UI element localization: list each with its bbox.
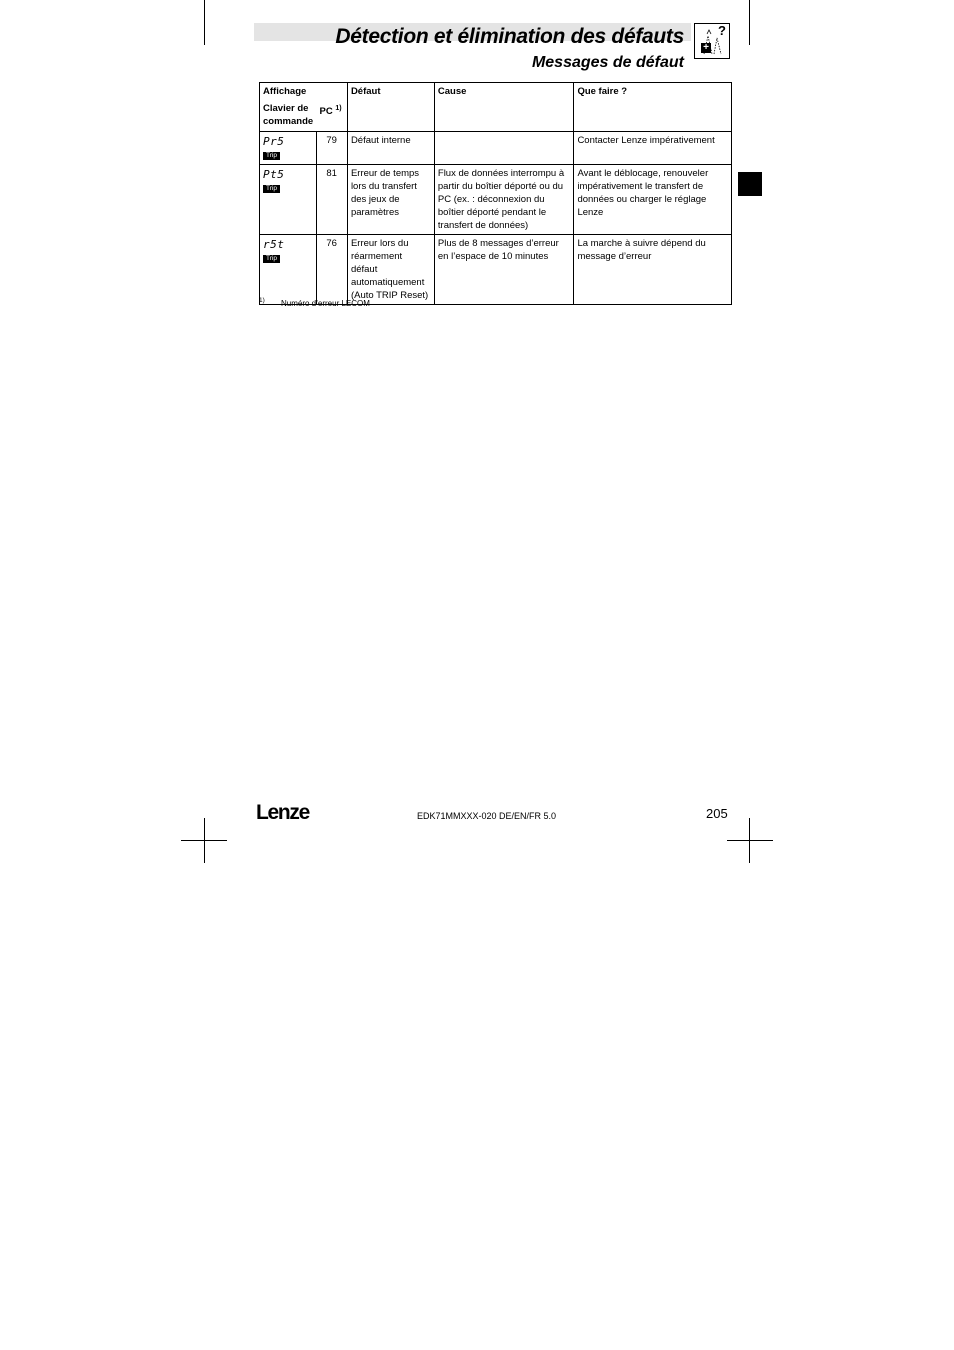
page-number: 205 bbox=[706, 806, 728, 821]
plus-icon: + bbox=[701, 43, 711, 53]
action-cell: Contacter Lenze impérativement bbox=[574, 132, 732, 165]
display-cell bbox=[260, 235, 317, 305]
action-cell: Avant le déblocage, renouveler impérativement le transfert de données ou charger le réglage Lenze bbox=[574, 165, 732, 235]
header-display: Affichage bbox=[260, 83, 348, 99]
footnote-mark: 1) bbox=[259, 297, 265, 304]
pc-number: 76 bbox=[316, 235, 347, 305]
table-row bbox=[260, 132, 732, 165]
header-keypad: Clavier de commande bbox=[260, 98, 317, 132]
header-action: Que faire ? bbox=[574, 83, 732, 132]
pc-number: 81 bbox=[316, 165, 347, 235]
lenze-logo: Lenze bbox=[256, 801, 310, 824]
page-title: Détection et élimination des défauts bbox=[335, 25, 684, 48]
fault-messages-table bbox=[259, 82, 732, 305]
pc-number: 79 bbox=[316, 132, 347, 165]
fault-cell: Erreur lors du réarmement défaut automatiquement (Auto TRIP Reset) bbox=[347, 235, 434, 305]
fault-code: r5t bbox=[263, 238, 285, 251]
display-cell bbox=[260, 165, 317, 235]
fault-code: Pt5 bbox=[263, 168, 285, 181]
header-cause: Cause bbox=[434, 83, 574, 132]
table-row bbox=[260, 165, 732, 235]
crop-mark bbox=[749, 0, 750, 45]
crop-mark bbox=[727, 840, 773, 841]
crop-mark bbox=[204, 0, 205, 45]
question-mark-icon: ? bbox=[718, 23, 726, 38]
trip-badge: Trip bbox=[263, 152, 280, 160]
trip-badge: Trip bbox=[263, 185, 280, 193]
fault-cell: Erreur de temps lors du transfert des jeux de paramètres bbox=[347, 165, 434, 235]
document-id: EDK71MMXXX-020 DE/EN/FR 5.0 bbox=[417, 811, 557, 821]
fault-cell: Défaut interne bbox=[347, 132, 434, 165]
trip-badge: Trip bbox=[263, 255, 280, 263]
header-pc: PC $^{1)}$ bbox=[316, 98, 347, 132]
chapter-tab-marker bbox=[738, 172, 762, 196]
footnote-text: Numéro d’erreur LECOM bbox=[281, 299, 370, 308]
cause-cell: Plus de 8 messages d’erreur en l’espace de 10 minutes bbox=[434, 235, 574, 305]
header-fault: Défaut bbox=[347, 83, 434, 132]
page-subtitle: Messages de défaut bbox=[531, 54, 684, 71]
footnote-ref: 1) bbox=[335, 105, 342, 112]
cause-cell: Flux de données interrompu à partir du boîtier déporté ou du PC (ex. : déconnexion du boîtier déporté pendant le transfert de données) bbox=[434, 165, 574, 235]
fault-code: Pr5 bbox=[263, 135, 285, 148]
cause-cell bbox=[434, 132, 574, 165]
table-row bbox=[260, 235, 732, 305]
troubleshooting-icon bbox=[694, 23, 730, 59]
action-cell: La marche à suivre dépend du message d’erreur bbox=[574, 235, 732, 305]
table-header-row bbox=[260, 83, 732, 99]
crop-mark bbox=[181, 840, 227, 841]
display-cell bbox=[260, 132, 317, 165]
